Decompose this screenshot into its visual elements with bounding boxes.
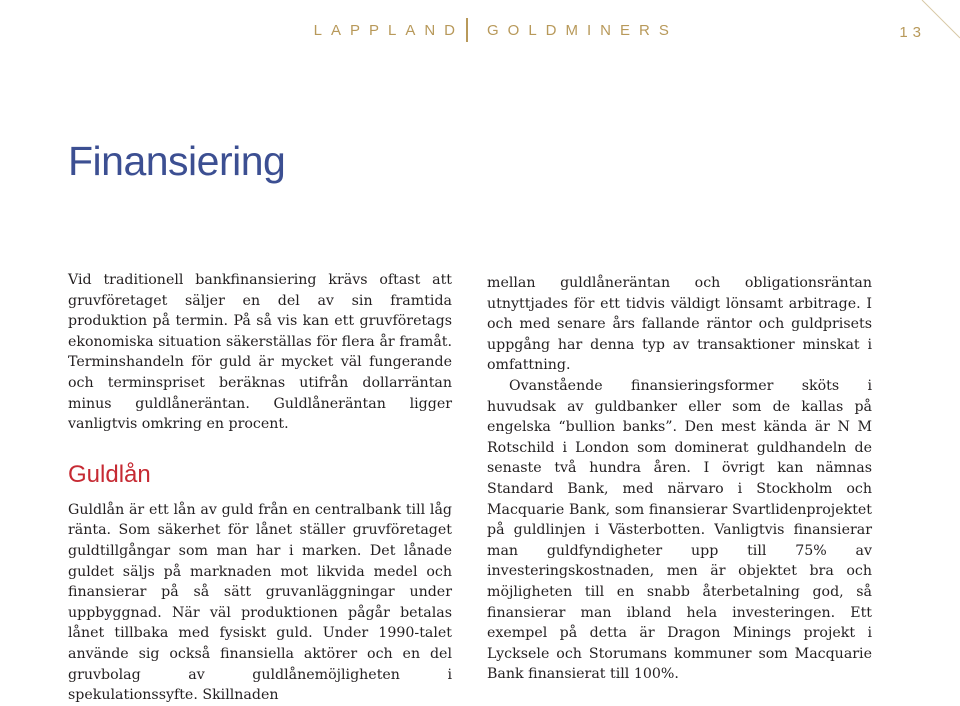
section-title-guldlan: Guldlån: [68, 460, 151, 488]
page-number: 13: [899, 24, 926, 41]
brand-name-lappland: LAPPLAND: [313, 22, 464, 39]
guldlan-paragraph: Guldlån är ett lån av guld från en centralbank till låg ränta. Som säkerhet för lånet ställer gruvföretaget guldtillgångar som man har i marken. Det lånade guldet säljs på marknaden mot likvida medel och finansierar på så sätt gruvanläggningar under uppbyggnad. När väl produktionen pågår betalas lånet tillbaka med fysiskt guld. Under 1990-talet använde sig också finansiella aktörer och en del gruvbolag av guldlånemöjligheten i spekulationssyfte. Skillnaden: [68, 501, 452, 704]
page-title: Finansiering: [68, 138, 286, 184]
intro-paragraph: Vid traditionell bankfinansiering krävs oftast att gruvföretaget säljer en del av sin framtida produktion på termin. På så vis kan ett gruvföretags ekonomiska situation säkerställas för flera år framåt. Terminshandeln för guld är mycket väl fungerande och terminspriset beräknas utifrån dollarräntan minus guldlåneräntan. Guldlåneräntan ligger vanligtvis omkring en procent.: [68, 272, 452, 433]
page-header: [0, 18, 960, 44]
right-paragraph-1: mellan guldlåneräntan och obligationsräntan utnyttjades för ett tidvis väldigt lönsamt arbitrage. I och med senare års fallande räntor och guldprisets uppgång har denna typ av transaktioner minskat i omfattning.: [487, 275, 872, 374]
brand-name-goldminers: GOLDMINERS: [487, 22, 678, 39]
right-column: [487, 273, 872, 685]
brand-divider: [466, 18, 468, 42]
left-column: [68, 270, 452, 706]
corner-fold-decoration: [900, 0, 960, 60]
right-paragraph-2: Ovanstående finansieringsformer sköts i huvudsak av guldbanker eller som de kallas på engelska “bullion banks”. Den mest kända är N M Rotschild i London som dominerat guldhandeln de senaste två hundra åren. I övrigt kan nämnas Standard Bank, med närvaro i Stockholm och Macquarie Bank, som finansierar Svartlidenprojektet på guldlinjen i Västerbotten. Vanligtvis finansierar man guldfyndigheter upp till 75% av investeringskostnaden, men är objektet bra och möjligheten till en snabb återbetalning god, så finansierar man ibland hela investeringen. Ett exempel på detta är Dragon Minings projekt i Lycksele och Storumans kommuner som Macquarie Bank finansierat till 100%.: [487, 377, 872, 683]
